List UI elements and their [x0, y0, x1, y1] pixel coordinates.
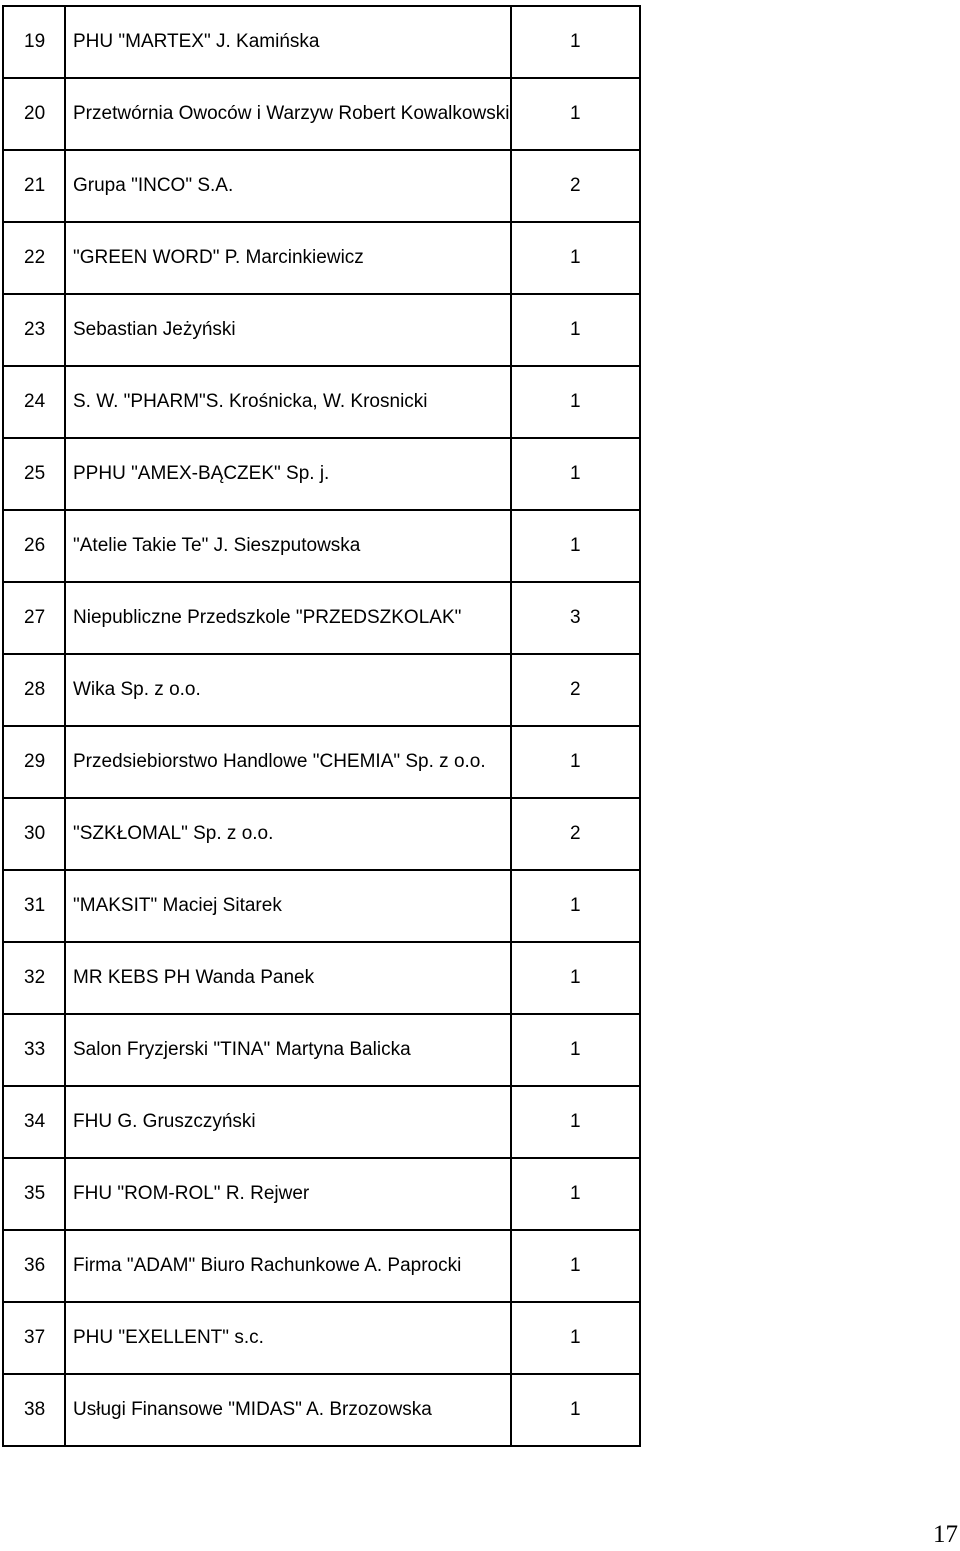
company-name-cell: MR KEBS PH Wanda Panek — [65, 942, 511, 1014]
quantity-cell: 1 — [511, 1302, 640, 1374]
quantity-cell: 3 — [511, 582, 640, 654]
row-number-cell: 30 — [3, 798, 65, 870]
company-name-cell: "MAKSIT" Maciej Sitarek — [65, 870, 511, 942]
row-number-cell: 19 — [3, 6, 65, 78]
table-row — [3, 726, 640, 798]
quantity-cell: 1 — [511, 294, 640, 366]
table-row — [3, 510, 640, 582]
companies-table — [2, 5, 641, 1447]
row-number-cell: 20 — [3, 78, 65, 150]
company-name-cell: Niepubliczne Przedszkole "PRZEDSZKOLAK" — [65, 582, 511, 654]
row-number-cell: 27 — [3, 582, 65, 654]
company-name-cell: S. W. "PHARM"S. Krośnicka, W. Krosnicki — [65, 366, 511, 438]
company-name-cell: PHU "EXELLENT" s.c. — [65, 1302, 511, 1374]
row-number-cell: 35 — [3, 1158, 65, 1230]
row-number-cell: 32 — [3, 942, 65, 1014]
company-name-cell: Firma "ADAM" Biuro Rachunkowe A. Paprocki — [65, 1230, 511, 1302]
company-name-cell: FHU G. Gruszczyński — [65, 1086, 511, 1158]
table-row — [3, 798, 640, 870]
row-number-cell: 31 — [3, 870, 65, 942]
row-number-cell: 36 — [3, 1230, 65, 1302]
row-number-cell: 37 — [3, 1302, 65, 1374]
quantity-cell: 1 — [511, 438, 640, 510]
row-number-cell: 23 — [3, 294, 65, 366]
row-number-cell: 38 — [3, 1374, 65, 1446]
row-number-cell: 22 — [3, 222, 65, 294]
company-name-cell: Grupa "INCO" S.A. — [65, 150, 511, 222]
table-row — [3, 438, 640, 510]
company-name-cell: Sebastian Jeżyński — [65, 294, 511, 366]
quantity-cell: 1 — [511, 510, 640, 582]
quantity-cell: 1 — [511, 726, 640, 798]
row-number-cell: 28 — [3, 654, 65, 726]
table-row — [3, 582, 640, 654]
table-row — [3, 1302, 640, 1374]
table-row — [3, 1158, 640, 1230]
quantity-cell: 1 — [511, 78, 640, 150]
table-row — [3, 6, 640, 78]
row-number-cell: 26 — [3, 510, 65, 582]
table-row — [3, 870, 640, 942]
quantity-cell: 1 — [511, 1086, 640, 1158]
company-name-cell: PPHU "AMEX-BĄCZEK" Sp. j. — [65, 438, 511, 510]
quantity-cell: 1 — [511, 6, 640, 78]
quantity-cell: 2 — [511, 654, 640, 726]
row-number-cell: 33 — [3, 1014, 65, 1086]
company-name-cell: Wika Sp. z o.o. — [65, 654, 511, 726]
table-row — [3, 150, 640, 222]
company-name-cell: "Atelie Takie Te" J. Sieszputowska — [65, 510, 511, 582]
row-number-cell: 21 — [3, 150, 65, 222]
table-row — [3, 1230, 640, 1302]
quantity-cell: 1 — [511, 1014, 640, 1086]
quantity-cell: 1 — [511, 222, 640, 294]
row-number-cell: 24 — [3, 366, 65, 438]
company-name-cell: PHU "MARTEX" J. Kamińska — [65, 6, 511, 78]
table-row — [3, 366, 640, 438]
company-name-cell: Przedsiebiorstwo Handlowe "CHEMIA" Sp. z o.o. — [65, 726, 511, 798]
company-name-cell: Przetwórnia Owoców i Warzyw Robert Kowalkowski — [65, 78, 511, 150]
table-row — [3, 1014, 640, 1086]
quantity-cell: 2 — [511, 150, 640, 222]
table-row — [3, 294, 640, 366]
row-number-cell: 34 — [3, 1086, 65, 1158]
row-number-cell: 29 — [3, 726, 65, 798]
company-name-cell: "GREEN WORD" P. Marcinkiewicz — [65, 222, 511, 294]
company-name-cell: Salon Fryzjerski "TINA" Martyna Balicka — [65, 1014, 511, 1086]
quantity-cell: 1 — [511, 942, 640, 1014]
quantity-cell: 1 — [511, 870, 640, 942]
quantity-cell: 2 — [511, 798, 640, 870]
table-body — [3, 6, 640, 1446]
table-row — [3, 1086, 640, 1158]
page-number: 17 — [933, 1521, 958, 1548]
row-number-cell: 25 — [3, 438, 65, 510]
company-name-cell: Usługi Finansowe "MIDAS" A. Brzozowska — [65, 1374, 511, 1446]
table-row — [3, 1374, 640, 1446]
quantity-cell: 1 — [511, 366, 640, 438]
table-row — [3, 942, 640, 1014]
company-name-cell: FHU "ROM-ROL" R. Rejwer — [65, 1158, 511, 1230]
quantity-cell: 1 — [511, 1158, 640, 1230]
company-name-cell: "SZKŁOMAL" Sp. z o.o. — [65, 798, 511, 870]
table-row — [3, 222, 640, 294]
quantity-cell: 1 — [511, 1230, 640, 1302]
table-row — [3, 654, 640, 726]
quantity-cell: 1 — [511, 1374, 640, 1446]
table-row — [3, 78, 640, 150]
